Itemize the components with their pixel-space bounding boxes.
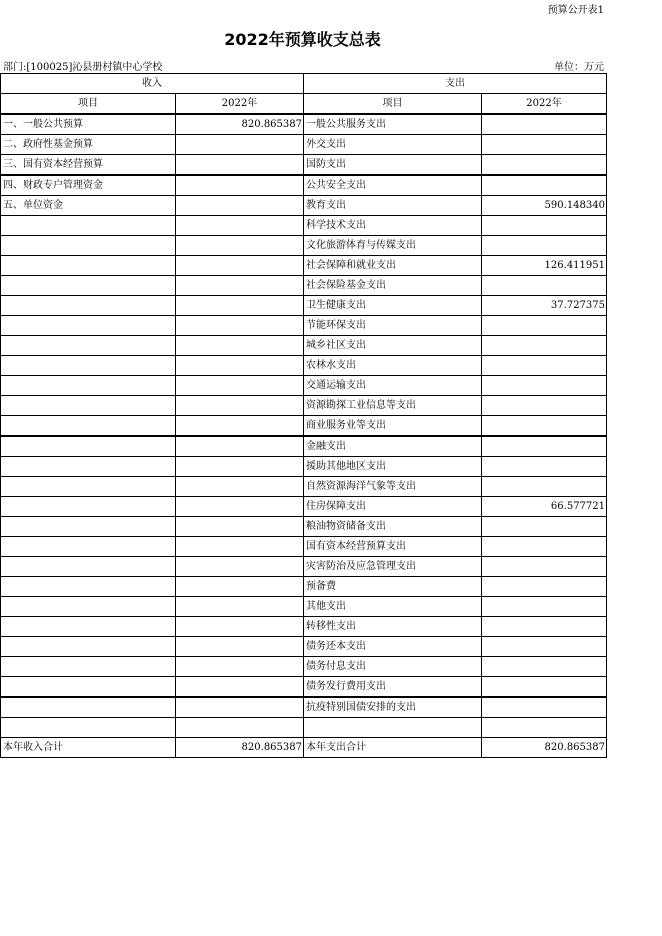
expense-value-cell (482, 718, 607, 738)
income-item-cell (1, 396, 176, 416)
expense-total-label: 本年支出合计 (304, 738, 482, 758)
table-row (1, 356, 607, 376)
expense-value-cell (482, 356, 607, 376)
income-value-cell (176, 718, 304, 738)
expense-year-header: 2022年 (482, 94, 607, 115)
table-row (1, 537, 607, 557)
table-row (1, 718, 607, 738)
expense-value-cell (482, 336, 607, 356)
expense-item-cell: 自然资源海洋气象等支出 (304, 477, 482, 497)
income-total-label: 本年收入合计 (1, 738, 176, 758)
income-value-cell (176, 376, 304, 396)
expense-value-cell (482, 376, 607, 396)
income-item-cell (1, 718, 176, 738)
income-value-cell (176, 276, 304, 296)
expense-header: 支出 (304, 74, 607, 94)
table-row (1, 296, 607, 316)
income-value-cell (176, 697, 304, 718)
totals-row (1, 738, 607, 758)
expense-item-cell: 债务发行费用支出 (304, 677, 482, 698)
income-item-cell (1, 236, 176, 256)
expense-item-cell: 卫生健康支出 (304, 296, 482, 316)
income-item-cell (1, 617, 176, 637)
income-value-cell (176, 155, 304, 176)
expense-value-cell (482, 155, 607, 176)
expense-value-cell (482, 135, 607, 155)
expense-item-cell: 教育支出 (304, 196, 482, 216)
expense-item-cell: 住房保障支出 (304, 497, 482, 517)
income-value-cell (176, 316, 304, 336)
income-item-cell (1, 597, 176, 617)
table-row (1, 637, 607, 657)
income-value-cell (176, 196, 304, 216)
income-item-cell (1, 497, 176, 517)
expense-item-cell: 节能环保支出 (304, 316, 482, 336)
table-row (1, 396, 607, 416)
table-row (1, 657, 607, 677)
table-row (1, 216, 607, 236)
expense-value-cell: 590.148340 (482, 196, 607, 216)
income-item-cell (1, 216, 176, 236)
income-value-cell (176, 657, 304, 677)
income-item-cell: 四、财政专户管理资金 (1, 175, 176, 196)
income-value-cell (176, 296, 304, 316)
table-row (1, 436, 607, 457)
table-row (1, 114, 607, 135)
table-row (1, 336, 607, 356)
income-value-cell (176, 557, 304, 577)
expense-value-cell (482, 617, 607, 637)
expense-value-cell (482, 677, 607, 698)
expense-item-cell: 农林水支出 (304, 356, 482, 376)
table-row (1, 316, 607, 336)
expense-value-cell: 37.727375 (482, 296, 607, 316)
income-header: 收入 (1, 74, 304, 94)
income-value-cell (176, 597, 304, 617)
expense-item-cell: 债务付息支出 (304, 657, 482, 677)
income-item-cell: 三、国有资本经营预算 (1, 155, 176, 176)
table-row (1, 697, 607, 718)
income-value-cell (176, 637, 304, 657)
unit-label: 单位：万元 (554, 62, 604, 73)
expense-item-cell: 资源勘探工业信息等支出 (304, 396, 482, 416)
expense-total-value: 820.865387 (482, 738, 607, 758)
income-value-cell (176, 216, 304, 236)
income-value-cell (176, 477, 304, 497)
expense-value-cell (482, 216, 607, 236)
table-row (1, 135, 607, 155)
expense-value-cell (482, 175, 607, 196)
expense-value-cell: 66.577721 (482, 497, 607, 517)
expense-value-cell (482, 114, 607, 135)
expense-value-cell (482, 416, 607, 437)
income-value-cell (176, 517, 304, 537)
expense-item-cell: 抗疫特别国债安排的支出 (304, 697, 482, 718)
expense-item-header: 项目 (304, 94, 482, 115)
expense-item-cell: 粮油物资储备支出 (304, 517, 482, 537)
expense-item-cell: 预备费 (304, 577, 482, 597)
income-item-cell (1, 457, 176, 477)
expense-item-cell: 商业服务业等支出 (304, 416, 482, 437)
income-value-cell: 820.865387 (176, 114, 304, 135)
expense-item-cell: 援助其他地区支出 (304, 457, 482, 477)
expense-item-cell: 转移性支出 (304, 617, 482, 637)
income-item-cell (1, 637, 176, 657)
table-row (1, 276, 607, 296)
expense-item-cell: 债务还本支出 (304, 637, 482, 657)
expense-value-cell (482, 396, 607, 416)
income-item-cell (1, 296, 176, 316)
table-row (1, 677, 607, 698)
table-row (1, 577, 607, 597)
table-row (1, 155, 607, 176)
income-item-cell (1, 557, 176, 577)
table-row (1, 256, 607, 276)
income-value-cell (176, 617, 304, 637)
section-header-row (1, 74, 607, 94)
income-item-cell: 五、单位资金 (1, 196, 176, 216)
table-row (1, 557, 607, 577)
expense-item-cell (304, 718, 482, 738)
expense-value-cell (482, 637, 607, 657)
income-item-cell (1, 416, 176, 437)
table-row (1, 497, 607, 517)
income-value-cell (176, 175, 304, 196)
income-item-cell (1, 276, 176, 296)
income-value-cell (176, 677, 304, 698)
income-year-header: 2022年 (176, 94, 304, 115)
income-value-cell (176, 436, 304, 457)
income-item-cell (1, 677, 176, 698)
expense-value-cell (482, 457, 607, 477)
income-item-cell: 二、政府性基金预算 (1, 135, 176, 155)
income-item-cell (1, 657, 176, 677)
income-item-cell (1, 436, 176, 457)
expense-value-cell (482, 236, 607, 256)
table-row (1, 416, 607, 437)
expense-item-cell: 外交支出 (304, 135, 482, 155)
income-value-cell (176, 457, 304, 477)
income-item-cell (1, 697, 176, 718)
income-item-cell (1, 577, 176, 597)
table-row (1, 236, 607, 256)
income-item-cell (1, 376, 176, 396)
income-item-cell (1, 537, 176, 557)
expense-item-cell: 其他支出 (304, 597, 482, 617)
income-item-cell (1, 477, 176, 497)
budget-table (0, 73, 607, 758)
expense-item-cell: 公共安全支出 (304, 175, 482, 196)
expense-item-cell: 社会保障和就业支出 (304, 256, 482, 276)
expense-value-cell (482, 697, 607, 718)
expense-item-cell: 文化旅游体育与传媒支出 (304, 236, 482, 256)
income-item-cell (1, 517, 176, 537)
income-value-cell (176, 497, 304, 517)
table-row (1, 196, 607, 216)
expense-value-cell (482, 657, 607, 677)
expense-item-cell: 灾害防治及应急管理支出 (304, 557, 482, 577)
income-value-cell (176, 537, 304, 557)
income-value-cell (176, 336, 304, 356)
income-item-cell: 一、一般公共预算 (1, 114, 176, 135)
income-value-cell (176, 356, 304, 376)
expense-value-cell (482, 597, 607, 617)
expense-value-cell (482, 577, 607, 597)
expense-value-cell (482, 316, 607, 336)
expense-value-cell: 126.411951 (482, 256, 607, 276)
expense-value-cell (482, 557, 607, 577)
expense-item-cell: 社会保险基金支出 (304, 276, 482, 296)
expense-value-cell (482, 276, 607, 296)
expense-item-cell: 金融支出 (304, 436, 482, 457)
page-title: 2022年预算收支总表 (224, 30, 381, 49)
table-row (1, 477, 607, 497)
department-label: 部门:[100025]沁县册村镇中心学校 (3, 62, 163, 73)
expense-item-cell: 国防支出 (304, 155, 482, 176)
income-value-cell (176, 256, 304, 276)
income-value-cell (176, 416, 304, 437)
income-item-cell (1, 316, 176, 336)
expense-value-cell (482, 477, 607, 497)
expense-item-cell: 城乡社区支出 (304, 336, 482, 356)
expense-item-cell: 国有资本经营预算支出 (304, 537, 482, 557)
income-value-cell (176, 236, 304, 256)
expense-value-cell (482, 517, 607, 537)
table-row (1, 597, 607, 617)
expense-value-cell (482, 436, 607, 457)
table-number-label: 预算公开表1 (547, 5, 604, 16)
income-value-cell (176, 135, 304, 155)
table-row (1, 376, 607, 396)
income-item-cell (1, 336, 176, 356)
income-item-header: 项目 (1, 94, 176, 115)
income-item-cell (1, 256, 176, 276)
income-total-value: 820.865387 (176, 738, 304, 758)
income-item-cell (1, 356, 176, 376)
table-row (1, 175, 607, 196)
expense-item-cell: 科学技术支出 (304, 216, 482, 236)
column-header-row (1, 94, 607, 115)
income-value-cell (176, 577, 304, 597)
expense-item-cell: 一般公共服务支出 (304, 114, 482, 135)
income-value-cell (176, 396, 304, 416)
table-row (1, 457, 607, 477)
expense-value-cell (482, 537, 607, 557)
table-row (1, 617, 607, 637)
table-row (1, 517, 607, 537)
expense-item-cell: 交通运输支出 (304, 376, 482, 396)
